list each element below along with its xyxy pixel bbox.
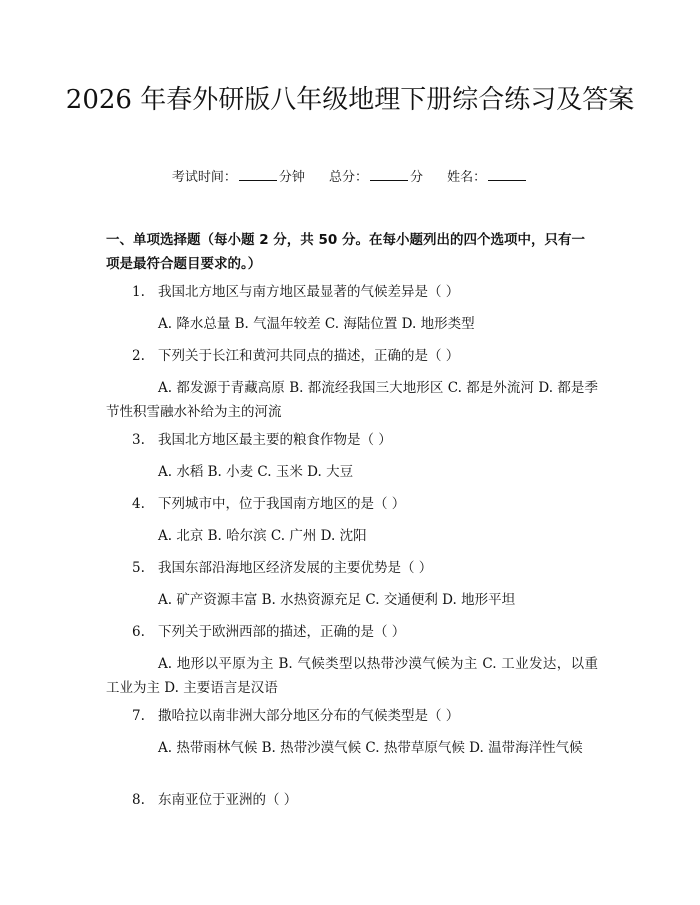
question-options: A. 都发源于青藏高原 B. 都流经我国三大地形区 C. 都是外流河 D. 都是季节性积雪融水补给为主的河流	[106, 380, 598, 420]
exam-time-field	[172, 170, 305, 185]
question-stem	[106, 620, 598, 644]
section-heading: 一、单项选择题（每小题 2 分，共 50 分。在每小题列出的四个选项中，只有一项是最符合题目要求的。）	[106, 232, 585, 272]
total-score-field	[329, 170, 423, 185]
total-score-blank	[370, 168, 408, 181]
question-options: A. 地形以平原为主 B. 气候类型以热带沙漠气候为主 C. 工业发达，以重工业为主 D. 主要语言是汉语	[106, 656, 598, 696]
question-text: 东南亚位于亚洲的（ ）	[158, 792, 298, 808]
question-stem	[106, 280, 598, 304]
name-blank	[488, 168, 526, 181]
question-stem	[106, 788, 598, 812]
question-options: A. 矿产资源丰富 B. 水热资源充足 C. 交通便利 D. 地形平坦	[158, 592, 516, 608]
question-number: 4.	[132, 496, 145, 512]
question-options: A. 水稻 B. 小麦 C. 玉米 D. 大豆	[158, 464, 354, 480]
question-text: 我国北方地区最主要的粮食作物是（ ）	[158, 432, 392, 448]
question-stem	[106, 344, 598, 368]
question-options: A. 热带雨林气候 B. 热带沙漠气候 C. 热带草原气候 D. 温带海洋性气候	[158, 740, 583, 756]
question-number: 1.	[132, 284, 145, 300]
question-number: 2.	[132, 348, 145, 364]
question-text: 下列城市中，位于我国南方地区的是（ ）	[158, 496, 406, 512]
question-number: 8.	[132, 792, 145, 808]
exam-time-blank	[239, 168, 277, 181]
question-stem	[106, 492, 598, 516]
question-text: 我国北方地区与南方地区最显著的气候差异是（ ）	[158, 284, 460, 300]
exam-time-unit: 分钟	[278, 170, 305, 185]
name-field	[447, 170, 528, 185]
exam-info-line	[0, 168, 700, 188]
question-stem	[106, 704, 598, 728]
question-number: 6.	[132, 624, 145, 640]
question-text: 下列关于欧洲西部的描述，正确的是（ ）	[158, 624, 406, 640]
question-stem	[106, 556, 598, 580]
question-text: 撒哈拉以南非洲大部分地区分布的气候类型是（ ）	[158, 708, 460, 724]
question-number: 5.	[132, 560, 145, 576]
exam-time-label: 考试时间：	[171, 170, 237, 185]
name-label: 姓名：	[447, 170, 487, 185]
total-score-label: 总分：	[328, 170, 368, 185]
question-text: 我国东部沿海地区经济发展的主要优势是（ ）	[158, 560, 433, 576]
question-options: A. 降水总量 B. 气温年较差 C. 海陆位置 D. 地形类型	[158, 316, 475, 332]
question-number: 3.	[132, 432, 145, 448]
question-options: A. 北京 B. 哈尔滨 C. 广州 D. 沈阳	[158, 528, 367, 544]
question-stem	[106, 428, 598, 452]
total-score-unit: 分	[410, 170, 424, 185]
document-title: 2026 年春外研版八年级地理下册综合练习及答案	[65, 85, 635, 115]
question-text: 下列关于长江和黄河共同点的描述，正确的是（ ）	[158, 348, 460, 364]
question-number: 7.	[132, 708, 145, 724]
